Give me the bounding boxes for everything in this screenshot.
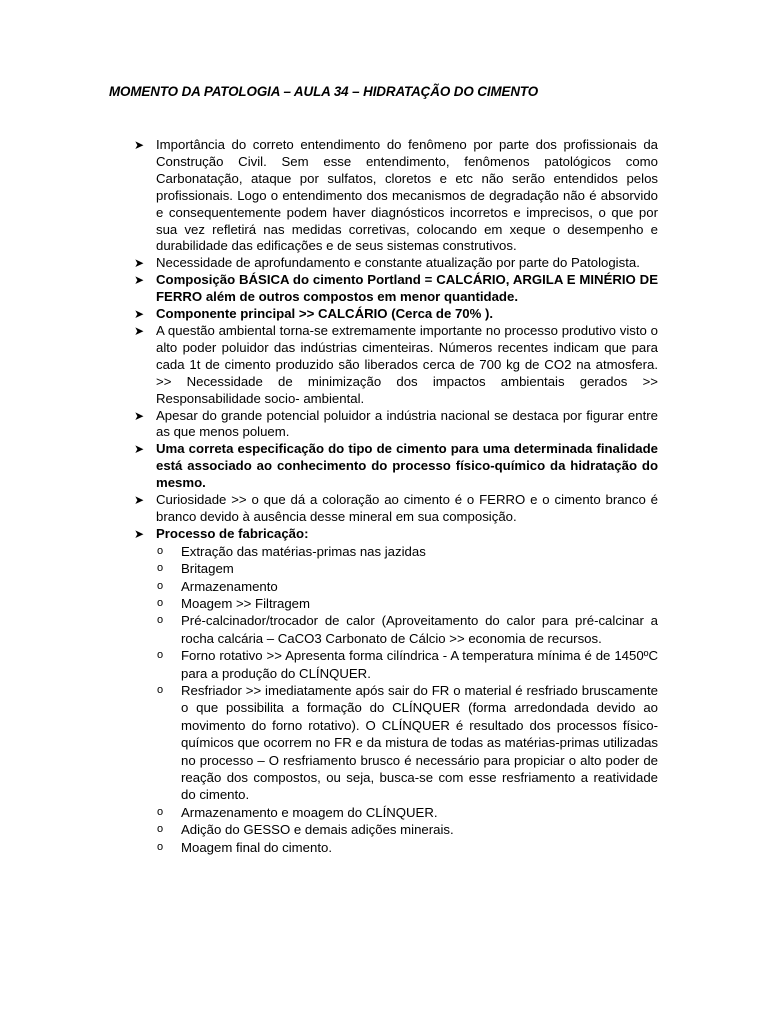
list-item-text: Uma correta especificação do tipo de cimento para uma determinada finalidade está associado ao conhecimento do processo físico-químico da hidratação do mesmo. [156, 441, 658, 491]
circle-bullet-icon: o [157, 544, 164, 557]
process-step [134, 804, 658, 821]
list-item [134, 272, 658, 306]
process-steps-list [156, 543, 658, 856]
arrow-bullet-icon: ➤ [134, 526, 145, 541]
arrow-bullet-icon: ➤ [134, 256, 145, 271]
process-step [134, 543, 658, 560]
list-item-text: Processo de fabricação: [156, 525, 309, 541]
arrow-bullet-icon: ➤ [134, 273, 145, 288]
circle-bullet-icon: o [157, 840, 164, 853]
main-bullet-list [134, 137, 658, 856]
circle-bullet-icon: o [157, 684, 164, 696]
process-step-text: Resfriador >> imediatamente após sair do FR o material é resfriado bruscamente o que possibilita a formação do CLÍNQUER (forma arredondada devido ao movimento do forno rotativo). O CLÍNQUER é resultado dos processos físico-químicos que ocorrem no FR e da mistura de todas as matérias-primas utilizadas no processo – O resfriamento brusco é necessário para propiciar o alto poder de reação dos compostos, ou seja, busca-se com esse resfriamento a reatividade do cimento. [181, 683, 658, 803]
process-step [134, 595, 658, 612]
arrow-bullet-icon: ➤ [134, 323, 145, 338]
circle-bullet-icon: o [157, 805, 164, 818]
list-item [134, 137, 658, 255]
process-step-text: Armazenamento [181, 578, 278, 594]
arrow-bullet-icon: ➤ [134, 442, 145, 457]
list-item-text: Composição BÁSICA do cimento Portland = CALCÁRIO, ARGILA E MINÉRIO DE FERRO além de outros compostos em menor quantidade. [156, 272, 658, 305]
arrow-bullet-icon: ➤ [134, 307, 145, 322]
list-item [134, 408, 658, 442]
process-step [134, 612, 658, 647]
circle-bullet-icon: o [157, 823, 164, 836]
process-step [134, 682, 658, 804]
process-step [134, 578, 658, 595]
arrow-bullet-icon: ➤ [134, 138, 145, 152]
circle-bullet-icon: o [157, 649, 164, 662]
arrow-bullet-icon: ➤ [134, 408, 145, 423]
list-item [134, 323, 658, 408]
list-item [134, 441, 658, 492]
arrow-bullet-icon: ➤ [134, 493, 145, 508]
process-step [134, 839, 658, 856]
list-item [134, 492, 658, 526]
list-item [134, 526, 658, 856]
list-item-text: Importância do correto entendimento do fenômeno por parte dos profissionais da Construção Civil. Sem esse entendimento, fenômenos patológicos como Carbonatação, ataque por sulfatos, cloretos e etc não serão entendidos pelos profissionais. Logo o entendimento dos mecanismos de degradação não é absorvido e consequentemente podem haver diagnósticos incorretos e imprecisos, o que por sua vez refletirá nas medidas corretivas, colocando em xeque o desempenho e durabilidade das edificações e de seus sistemas construtivos. [156, 137, 658, 254]
list-item [134, 306, 658, 323]
process-step-text: Moagem >> Filtragem [181, 595, 310, 611]
process-step-text: Extração das matérias-primas nas jazidas [181, 543, 426, 559]
list-item-text: Apesar do grande potencial poluidor a indústria nacional se destaca por figurar entre as que menos poluem. [156, 407, 658, 440]
process-step-text: Pré-calcinador/trocador de calor (Aproveitamento do calor para pré-calcinar a rocha calcária – CaCO3 Carbonato de Cálcio >> economia de recursos. [181, 613, 658, 646]
process-step-text: Armazenamento e moagem do CLÍNQUER. [181, 804, 438, 820]
circle-bullet-icon: o [157, 614, 164, 627]
list-item-text: A questão ambiental torna-se extremamente importante no processo produtivo visto o alto poder poluidor das indústrias cimenteiras. Números recentes indicam que para cada 1t de cimento produzido são liberados cerca de 700 kg de CO2 na atmosfera. >> Necessidade de minimização dos impactos ambientais gerados >> Responsabilidade socio- ambiental. [156, 322, 658, 406]
list-item [134, 255, 658, 272]
process-step [134, 821, 658, 838]
list-item-text: Componente principal >> CALCÁRIO (Cerca de 70% ). [156, 306, 494, 322]
list-item-text: Necessidade de aprofundamento e constante atualização por parte do Patologista. [156, 255, 640, 271]
circle-bullet-icon: o [157, 562, 164, 575]
document-title: MOMENTO DA PATOLOGIA – AULA 34 – HIDRATAÇÃO DO CIMENTO [109, 84, 539, 99]
process-step [134, 647, 658, 682]
process-step-text: Moagem final do cimento. [181, 839, 332, 855]
circle-bullet-icon: o [157, 579, 164, 592]
process-step [134, 560, 658, 577]
process-step-text: Adição do GESSO e demais adições minerais. [181, 822, 454, 838]
list-item-text: Curiosidade >> o que dá a coloração ao cimento é o FERRO e o cimento branco é branco devido à ausência desse mineral em sua composição. [156, 492, 658, 524]
process-step-text: Forno rotativo >> Apresenta forma cilíndrica - A temperatura mínima é de 1450ºC para a produção do CLÍNQUER. [181, 648, 658, 681]
process-step-text: Britagem [181, 561, 234, 577]
circle-bullet-icon: o [157, 596, 164, 609]
